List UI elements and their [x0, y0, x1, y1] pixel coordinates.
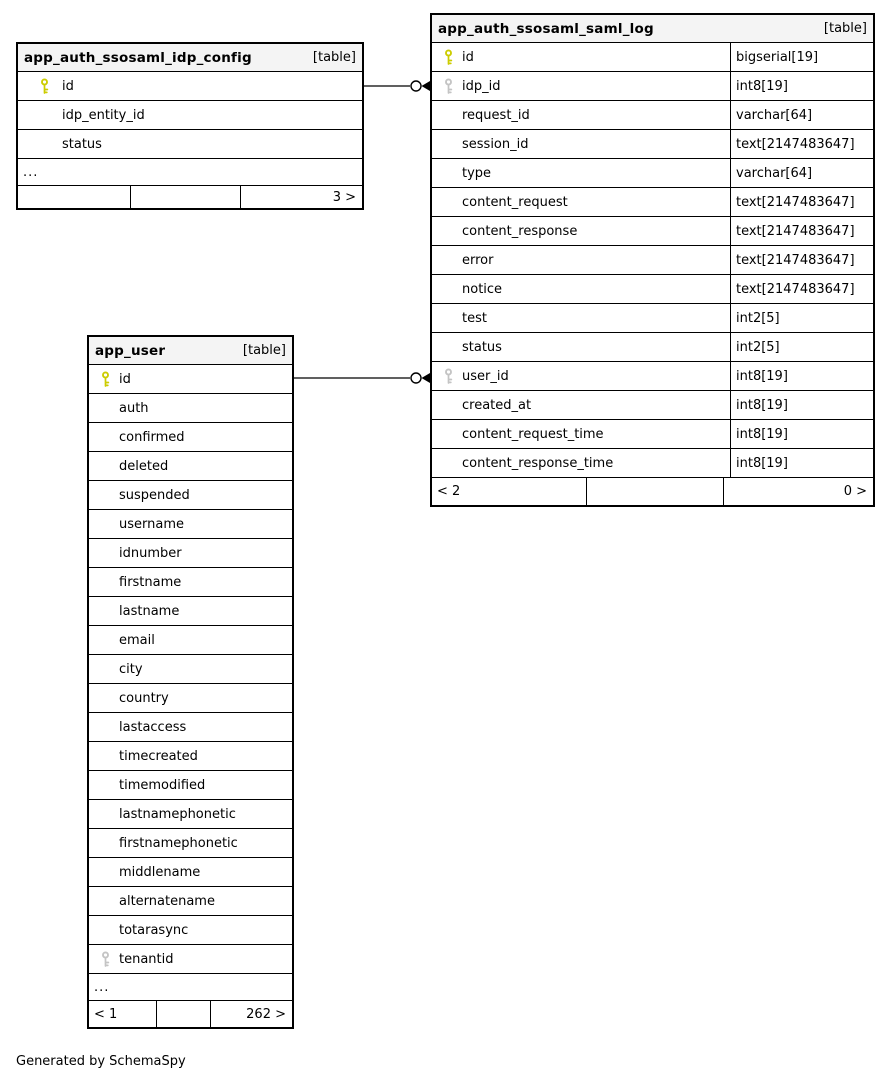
column-type: int8[19] [730, 420, 873, 448]
key-cell [440, 217, 456, 245]
column-name: request_id [462, 107, 530, 123]
table-row [89, 539, 292, 568]
column-type: text[2147483647] [730, 275, 873, 303]
table-row [89, 481, 292, 510]
footer-cell-right: 262 > [210, 1001, 292, 1027]
key-cell [97, 655, 113, 683]
column-name: lastaccess [119, 719, 187, 735]
table-row [89, 771, 292, 800]
column-type: int8[19] [730, 391, 873, 419]
ellipsis-row: ... [18, 159, 362, 186]
column-type: varchar[64] [730, 101, 873, 129]
table-row [89, 626, 292, 655]
column-name: timemodified [119, 777, 206, 793]
column-name: timecreated [119, 748, 198, 764]
key-cell [97, 626, 113, 654]
column-type: text[2147483647] [730, 246, 873, 274]
footer-cell-left: < 1 [94, 1006, 118, 1022]
table-row [89, 597, 292, 626]
primary-key-icon [40, 78, 49, 95]
footer-cell-mid [586, 478, 723, 505]
table-row [89, 742, 292, 771]
table-row [432, 72, 873, 101]
table-tag: [table] [823, 21, 867, 36]
column-name: totarasync [119, 922, 189, 938]
column-name: tenantid [119, 951, 174, 967]
column-name: country [119, 690, 169, 706]
footer-cell-left [18, 186, 130, 208]
key-cell [97, 452, 113, 480]
column-name: content_response [462, 223, 578, 239]
footer-row [89, 1001, 292, 1027]
column-name: firstnamephonetic [119, 835, 238, 851]
column-name: status [462, 339, 502, 355]
table-row [432, 43, 873, 72]
column-name: type [462, 165, 492, 181]
key-cell [440, 420, 456, 448]
column-name: id [119, 371, 131, 387]
key-cell [440, 72, 456, 100]
key-cell [36, 130, 52, 158]
column-type: int8[19] [730, 449, 873, 477]
table-header[interactable] [89, 337, 292, 365]
column-type: int8[19] [730, 362, 873, 390]
column-name: idp_id [462, 78, 501, 94]
table-row [432, 333, 873, 362]
column-name: lastname [119, 603, 180, 619]
key-cell [97, 568, 113, 596]
column-name: user_id [462, 368, 509, 384]
key-cell [97, 481, 113, 509]
column-name: status [62, 136, 102, 152]
column-name: lastnamephonetic [119, 806, 236, 822]
table-row [89, 800, 292, 829]
key-cell [97, 423, 113, 451]
foreign-key-icon [101, 951, 110, 968]
footer-row [18, 186, 362, 208]
column-name: idnumber [119, 545, 182, 561]
column-name: idp_entity_id [62, 107, 145, 123]
column-type: text[2147483647] [730, 130, 873, 158]
key-cell [97, 887, 113, 915]
table-row [89, 394, 292, 423]
table-row [89, 510, 292, 539]
table-row [432, 246, 873, 275]
footer-cell-right: 3 > [240, 186, 362, 208]
table-title[interactable]: app_user [95, 342, 166, 359]
primary-key-icon [101, 371, 110, 388]
key-cell [36, 101, 52, 129]
entity-table-app-auth-ssosaml-idp-config [16, 42, 364, 210]
key-cell [440, 159, 456, 187]
column-type: int2[5] [730, 333, 873, 361]
key-cell [440, 304, 456, 332]
relationship-idp-config-to-saml-log [364, 81, 430, 91]
table-row [432, 362, 873, 391]
table-row [89, 655, 292, 684]
key-cell [97, 365, 113, 393]
footer-cell-left: < 2 [437, 484, 461, 499]
table-row [89, 887, 292, 916]
table-row [432, 159, 873, 188]
column-name: error [462, 252, 494, 268]
footer-row [432, 478, 873, 505]
column-name: confirmed [119, 429, 185, 445]
column-name: content_request_time [462, 426, 604, 442]
column-type: bigserial[19] [730, 43, 873, 71]
table-title[interactable]: app_auth_ssosaml_idp_config [24, 49, 252, 66]
key-cell [440, 333, 456, 361]
key-cell [97, 684, 113, 712]
table-row [432, 101, 873, 130]
column-name: city [119, 661, 143, 677]
key-cell [97, 597, 113, 625]
foreign-key-icon [444, 78, 453, 95]
key-cell [97, 858, 113, 886]
table-row [432, 304, 873, 333]
table-row [432, 130, 873, 159]
key-cell [97, 771, 113, 799]
column-name: session_id [462, 136, 529, 152]
key-cell [440, 43, 456, 71]
column-name: middlename [119, 864, 201, 880]
column-name: created_at [462, 397, 532, 413]
table-row [432, 391, 873, 420]
key-cell [440, 246, 456, 274]
column-name: content_response_time [462, 455, 614, 471]
table-row [89, 916, 292, 945]
primary-key-icon [444, 49, 453, 66]
schemaspy-credit: Generated by SchemaSpy [16, 1054, 186, 1069]
table-row [89, 945, 292, 974]
key-cell [97, 829, 113, 857]
footer-cell-right: 0 > [723, 478, 873, 505]
table-tag: [table] [312, 50, 356, 65]
column-name: email [119, 632, 155, 648]
column-name: test [462, 310, 487, 326]
table-row [89, 568, 292, 597]
key-cell [97, 510, 113, 538]
column-type: text[2147483647] [730, 188, 873, 216]
table-tag: [table] [242, 343, 286, 358]
foreign-key-icon [444, 368, 453, 385]
column-name: username [119, 516, 184, 532]
column-type: varchar[64] [730, 159, 873, 187]
column-name: deleted [119, 458, 169, 474]
table-row [432, 275, 873, 304]
key-cell [440, 188, 456, 216]
column-name: auth [119, 400, 149, 416]
column-name: suspended [119, 487, 190, 503]
key-cell [97, 742, 113, 770]
entity-table-app-auth-ssosaml-saml-log [430, 13, 875, 507]
column-type: text[2147483647] [730, 217, 873, 245]
column-name: notice [462, 281, 503, 297]
table-row [89, 452, 292, 481]
table-row [432, 449, 873, 478]
column-name: firstname [119, 574, 182, 590]
column-name: id [62, 78, 74, 94]
column-name: alternatename [119, 893, 215, 909]
table-header[interactable] [18, 44, 362, 72]
column-type: int8[19] [730, 72, 873, 100]
key-cell [97, 945, 113, 973]
column-type: int2[5] [730, 304, 873, 332]
column-rows [432, 43, 873, 478]
key-cell [97, 916, 113, 944]
relationship-app-user-to-saml-log [294, 373, 430, 383]
table-row [432, 420, 873, 449]
column-name: id [462, 49, 474, 65]
key-cell [440, 101, 456, 129]
table-header[interactable] [432, 15, 873, 43]
key-cell [97, 539, 113, 567]
table-row [89, 365, 292, 394]
key-cell [440, 449, 456, 477]
table-row [89, 829, 292, 858]
table-row [18, 130, 362, 159]
entity-table-app-user [87, 335, 294, 1029]
table-row [89, 713, 292, 742]
table-row [89, 858, 292, 887]
table-row [432, 217, 873, 246]
table-row [18, 101, 362, 130]
key-cell [440, 362, 456, 390]
key-cell [97, 800, 113, 828]
table-row [18, 72, 362, 101]
table-title[interactable]: app_auth_ssosaml_saml_log [438, 20, 654, 37]
key-cell [440, 275, 456, 303]
ellipsis-row: ... [89, 974, 292, 1001]
key-cell [36, 72, 52, 100]
table-row [89, 684, 292, 713]
key-cell [97, 394, 113, 422]
key-cell [97, 713, 113, 741]
footer-cell-mid [156, 1001, 210, 1027]
table-row [432, 188, 873, 217]
column-name: content_request [462, 194, 568, 210]
key-cell [440, 130, 456, 158]
column-rows [89, 365, 292, 974]
column-rows [18, 72, 362, 159]
table-row [89, 423, 292, 452]
key-cell [440, 391, 456, 419]
footer-cell-mid [130, 186, 240, 208]
